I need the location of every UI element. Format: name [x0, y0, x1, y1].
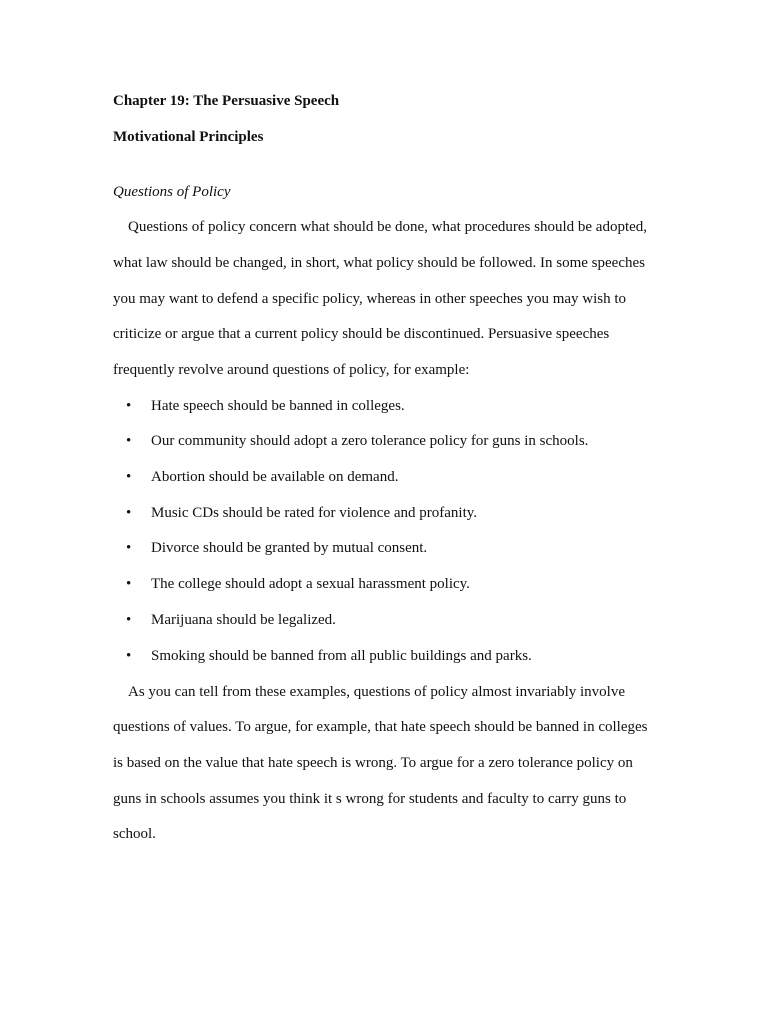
paragraph-line: Questions of policy concern what should be done, what procedures should be adopted, [128, 219, 648, 235]
paragraph-line: what law should be changed, in short, what policy should be followed. In some speeches [113, 255, 645, 271]
bullet-icon: • [126, 469, 132, 485]
paragraph-line: criticize or argue that a current policy should be discontinued. Persuasive speeches [113, 326, 610, 342]
bullet-list-item [126, 540, 427, 557]
paragraph-line: school. [113, 826, 156, 842]
chapter-title: Chapter 19: The Persuasive Speech [113, 93, 340, 109]
bullet-text: Smoking should be banned from all public buildings and parks. [151, 648, 532, 664]
bullet-text: Music CDs should be rated for violence and profanity. [151, 505, 478, 521]
paragraph-line: you may want to defend a specific policy, whereas in other speeches you may wish to [113, 291, 627, 307]
bullet-text: Abortion should be available on demand. [151, 469, 399, 485]
bullet-icon: • [126, 576, 132, 592]
bullet-list-item [126, 505, 477, 522]
subsection-title: Questions of Policy [113, 184, 231, 200]
paragraph-line: frequently revolve around questions of policy, for example: [113, 362, 470, 378]
bullet-icon: • [126, 398, 132, 414]
paragraph-line: is based on the value that hate speech is wrong. To argue for a zero tolerance policy on [113, 755, 633, 771]
bullet-icon: • [126, 505, 132, 521]
bullet-text: Our community should adopt a zero tolerance policy for guns in schools. [151, 433, 589, 449]
paragraph-line: guns in schools assumes you think it s wrong for students and faculty to carry guns to [113, 791, 627, 807]
bullet-list-item [126, 398, 405, 415]
bullet-list-item [126, 612, 336, 629]
bullet-icon: • [126, 648, 132, 664]
bullet-list-item [126, 576, 470, 593]
bullet-icon: • [126, 540, 132, 556]
bullet-text: Hate speech should be banned in colleges. [151, 398, 405, 414]
bullet-list-item [126, 469, 398, 486]
bullet-text: Divorce should be granted by mutual consent. [151, 540, 428, 556]
bullet-text: The college should adopt a sexual harassment policy. [151, 576, 470, 592]
paragraph-line: questions of values. To argue, for example, that hate speech should be banned in colleges [113, 719, 648, 735]
bullet-text: Marijuana should be legalized. [151, 612, 336, 628]
bullet-icon: • [126, 433, 132, 449]
section-title: Motivational Principles [113, 129, 264, 145]
bullet-icon: • [126, 612, 132, 628]
bullet-list-item [126, 433, 588, 450]
paragraph-line: As you can tell from these examples, questions of policy almost invariably involve [128, 684, 625, 700]
bullet-list-item [126, 648, 532, 665]
